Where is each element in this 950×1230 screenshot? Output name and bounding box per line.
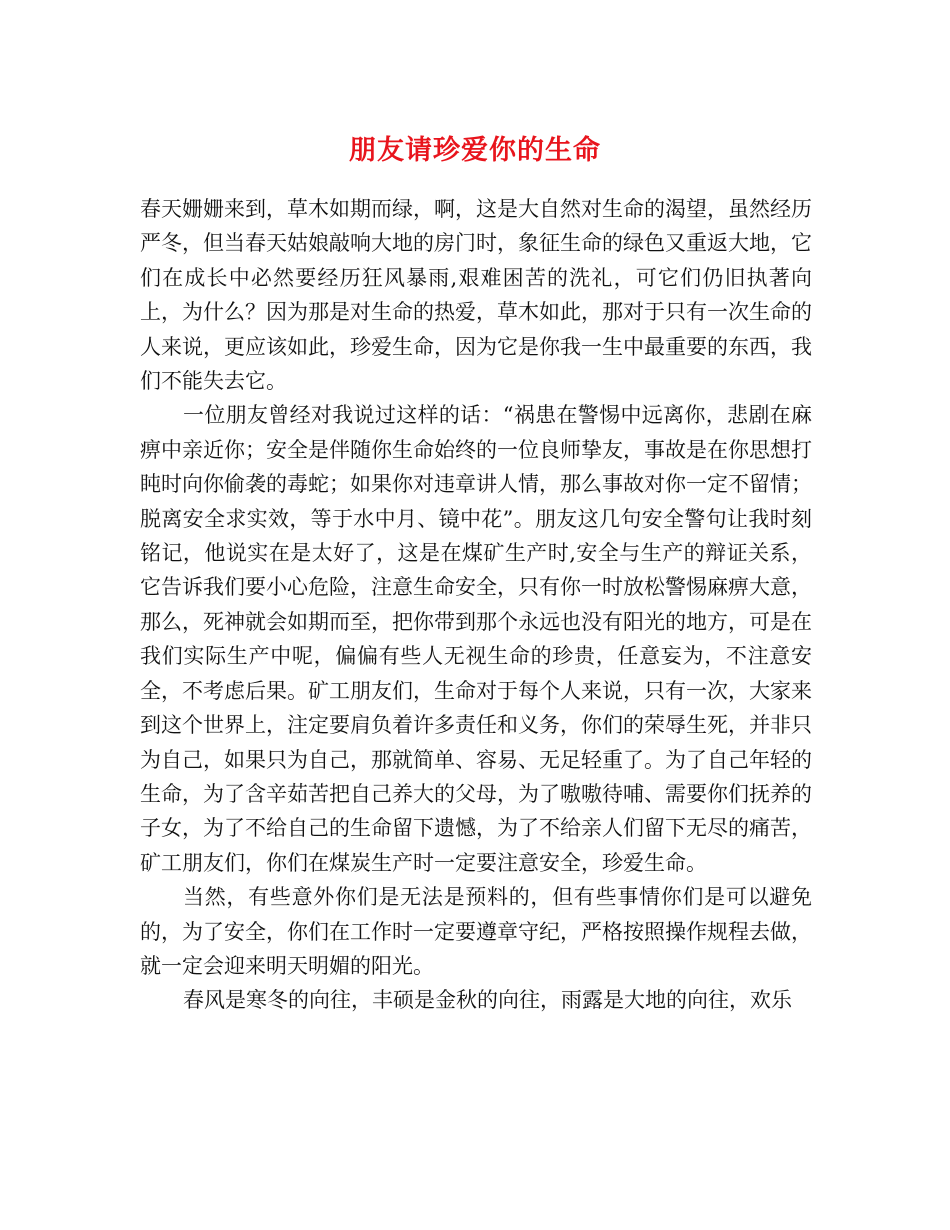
document-title: 朋友请珍爱你的生命 [349,135,601,166]
paragraph-3: 当然，有些意外你们是无法是预料的，但有些事情你们是可以避免的，为了安全，你们在工作时一定要遵章守纪，严格按照操作规程去做，就一定会迎来明天明媚的阳光。 [140,885,812,978]
paragraph-1: 春天姗姗来到，草木如期而绿，啊，这是大自然对生命的渴望，虽然经历严冬，但当春天姑娘敲响大地的房门时，象征生命的绿色又重返大地，它们在成长中必然要经历狂风暴雨,艰难困苦的洗礼，可它们仍旧执著向上，为什么？因为那是对生命的热爱，草木如此，那对于只有一次生命的人来说，更应该如此，珍爱生命，因为它是你我一生中最重要的东西，我们不能失去它。 [140,197,812,394]
document-body [140,192,812,1018]
paragraph-2: 一位朋友曾经对我说过这样的话：“祸患在警惕中远离你，悲剧在麻痹中亲近你；安全是伴随你生命始终的一位良师挚友，事故是在你思想打盹时向你偷袭的毒蛇；如果你对违章讲人情，那么事故对你一定不留情；脱离安全求实效，等于水中月、镜中花”。朋友这几句安全警句让我时刻铭记，他说实在是太好了，这是在煤矿生产时,安全与生产的辩证关系，它告诉我们要小心危险，注意生命安全，只有你一时放松警惕麻痹大意，那么，死神就会如期而至，把你带到那个永远也没有阳光的地方，可是在我们实际生产中呢，偏偏有些人无视生命的珍贵，任意妄为，不注意安全，不考虑后果。矿工朋友们，生命对于每个人来说，只有一次，大家来到这个世界上，注定要肩负着许多责任和义务，你们的荣辱生死，并非只为自己，如果只为自己，那就简单、容易、无足轻重了。为了自己年轻的生命，为了含辛茹苦把自己养大的父母，为了嗷嗷待哺、需要你们抚养的子女，为了不给自己的生命留下遗憾，为了不给亲人们留下无尽的痛苦，矿工朋友们，你们在煤炭生产时一定要注意安全，珍爱生命。 [140,403,812,875]
paragraph-4: 春风是寒冬的向往，丰硕是金秋的向往，雨露是大地的向往，欢乐 [183,988,792,1013]
